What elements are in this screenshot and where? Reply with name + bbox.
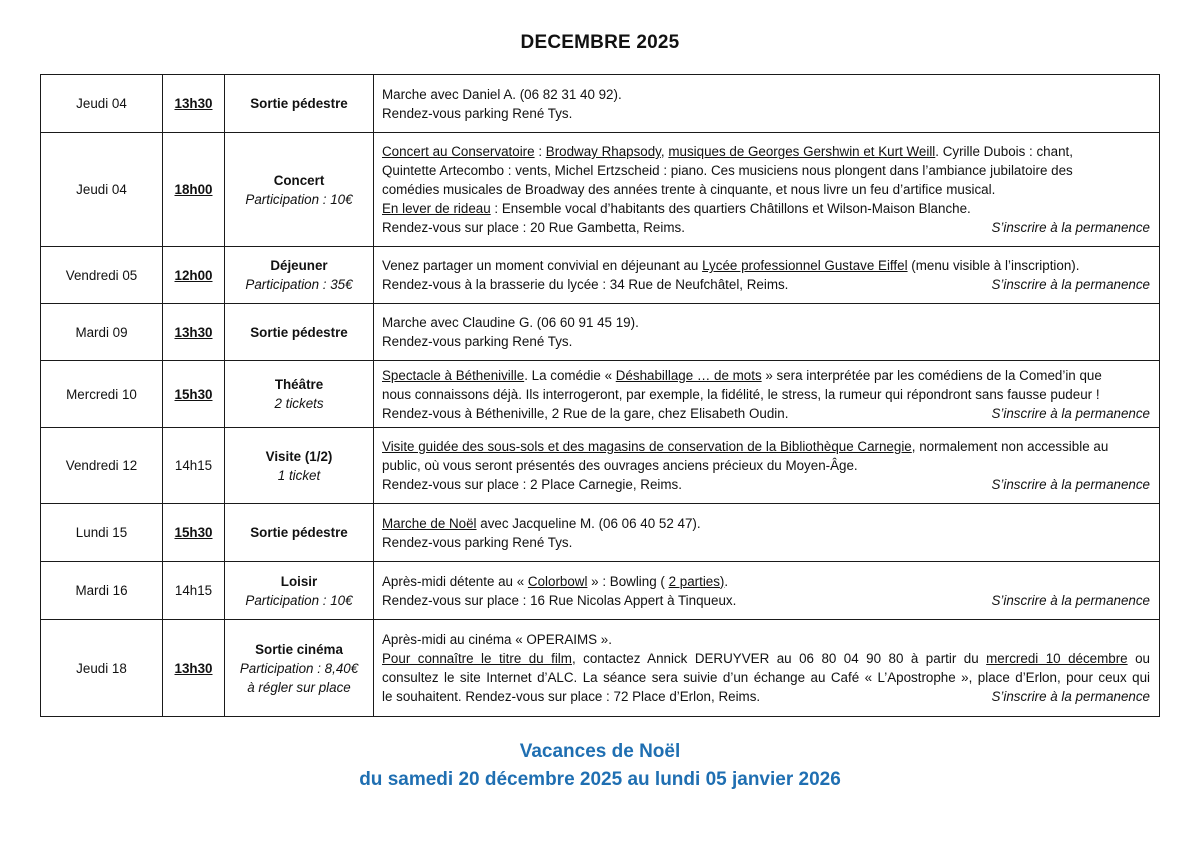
description-line <box>382 142 1150 161</box>
event-activity <box>225 361 374 428</box>
agenda-body <box>41 75 1160 717</box>
description-text <box>382 218 685 237</box>
description-text <box>382 574 728 589</box>
table-row <box>41 75 1160 133</box>
activity-participation: 1 ticket <box>277 467 321 483</box>
register-note: S’inscrire à la permanence <box>991 477 1150 492</box>
register-note: S’inscrire à la permanence <box>991 220 1150 235</box>
activity-title: Sortie cinéma <box>255 641 343 657</box>
description-text <box>382 163 1073 178</box>
description-line <box>382 256 1150 275</box>
event-description <box>374 304 1160 361</box>
table-row <box>41 361 1160 428</box>
activity-participation: Participation : 35€ <box>245 277 353 292</box>
underlined-text: Spectacle à Bétheniville <box>382 367 525 383</box>
description-text <box>382 368 1102 383</box>
table-row <box>41 304 1160 361</box>
text-segment: Rendez-vous à la brasserie du lycée : 34 Rue de Neufchâtel, Reims. <box>382 277 789 292</box>
event-time-text: 13h30 <box>174 660 213 676</box>
description-text <box>382 201 971 216</box>
description-line <box>382 85 1150 104</box>
text-segment: , normalement non accessible au <box>911 439 1109 454</box>
event-time-text: 13h30 <box>174 324 213 340</box>
text-segment: Rendez-vous parking René Tys. <box>382 534 573 550</box>
table-row <box>41 133 1160 247</box>
event-time-text: 14h15 <box>174 583 213 598</box>
event-time <box>163 361 225 428</box>
event-time-text: 14h15 <box>174 458 213 473</box>
text-segment: , contactez Annick DERUYVER au 06 80 04 90 80 à partir du <box>571 651 987 666</box>
register-note: S’inscrire à la permanence <box>991 277 1150 292</box>
description-text <box>382 439 1108 454</box>
description-line <box>382 104 1150 123</box>
event-day: Lundi 15 <box>41 504 163 562</box>
text-segment: Marche avec Daniel A. (06 82 31 40 92). <box>382 86 622 102</box>
text-segment: : Ensemble vocal d’habitants des quartiers Châtillons et Wilson-Maison Blanche. <box>490 201 971 216</box>
event-description <box>374 75 1160 133</box>
description-line <box>382 385 1150 404</box>
activity-title: Théâtre <box>274 377 324 392</box>
description-text <box>382 275 788 294</box>
event-time-text: 15h30 <box>174 525 213 540</box>
table-row <box>41 428 1160 504</box>
description-text <box>382 651 1150 666</box>
text-segment: : <box>534 144 546 159</box>
text-segment: avec Jacqueline M. (06 06 40 52 47). <box>476 515 701 531</box>
event-time <box>163 304 225 361</box>
text-segment: , <box>660 144 669 159</box>
event-description <box>374 361 1160 428</box>
holiday-dates: du samedi 20 décembre 2025 au lundi 05 janvier 2026 <box>359 769 841 790</box>
underlined-text: Concert au Conservatoire <box>382 144 535 159</box>
event-activity <box>225 75 374 133</box>
event-activity <box>225 620 374 717</box>
event-description <box>374 504 1160 562</box>
description-line <box>382 572 1150 591</box>
activity-title: Concert <box>273 172 325 188</box>
register-note: S’inscrire à la permanence <box>991 592 1150 608</box>
description-line <box>382 404 1150 423</box>
description-text <box>382 87 622 102</box>
underlined-text: musiques de Georges Gershwin et Kurt Weill <box>668 144 936 159</box>
text-segment: » : Bowling ( <box>587 573 669 589</box>
underlined-text: En lever de rideau <box>382 201 491 216</box>
activity-title: Loisir <box>280 573 318 589</box>
event-day: Mercredi 10 <box>41 361 163 428</box>
activity-participation: Participation : 10€ <box>245 191 353 207</box>
description-text <box>382 535 572 550</box>
text-segment: » sera interprétée par les comédiens de la Comed’in que <box>761 367 1102 383</box>
event-time <box>163 428 225 504</box>
event-time <box>163 75 225 133</box>
event-activity <box>225 304 374 361</box>
description-line <box>382 514 1150 533</box>
event-activity <box>225 133 374 247</box>
event-time <box>163 562 225 620</box>
text-segment: ou <box>1127 651 1150 666</box>
text-segment: Rendez-vous parking René Tys. <box>382 334 573 349</box>
event-day: Mardi 16 <box>41 562 163 620</box>
event-time-text: 18h00 <box>174 182 213 197</box>
description-text <box>382 182 995 197</box>
description-line <box>382 591 1150 610</box>
activity-participation: Participation : 8,40€ <box>239 660 359 676</box>
text-segment: Rendez-vous parking René Tys. <box>382 105 573 121</box>
agenda-table <box>40 74 1160 717</box>
underlined-text: Déshabillage … de mots <box>615 367 762 383</box>
description-line <box>382 456 1150 475</box>
event-day: Jeudi 04 <box>41 75 163 133</box>
table-row <box>41 562 1160 620</box>
description-text <box>382 334 572 349</box>
event-day: Mardi 09 <box>41 304 163 361</box>
description-line <box>382 180 1150 199</box>
activity-payment-note: à régler sur place <box>247 679 351 695</box>
event-time <box>163 247 225 304</box>
event-description <box>374 247 1160 304</box>
event-time <box>163 133 225 247</box>
underlined-text: Marche de Noël <box>382 515 477 531</box>
text-segment: (menu visible à l’inscription). <box>907 258 1080 273</box>
description-text <box>382 387 1100 402</box>
description-line <box>382 275 1150 294</box>
description-text <box>382 475 682 494</box>
table-row <box>41 620 1160 717</box>
text-segment: . La comédie « <box>524 367 616 383</box>
description-text <box>382 258 1079 273</box>
text-segment: Après-midi au cinéma « OPERAIMS ». <box>382 632 612 647</box>
text-segment: Rendez-vous sur place : 2 Place Carnegie, Reims. <box>382 477 682 492</box>
event-activity <box>225 428 374 504</box>
description-text <box>382 632 612 647</box>
event-activity <box>225 247 374 304</box>
event-day: Jeudi 04 <box>41 133 163 247</box>
table-row <box>41 247 1160 304</box>
underlined-text: mercredi 10 décembre <box>986 651 1128 666</box>
description-text <box>382 404 788 423</box>
description-line <box>382 475 1150 494</box>
description-text <box>382 670 1150 685</box>
table-row <box>41 504 1160 562</box>
description-line <box>382 668 1150 687</box>
event-time-text: 15h30 <box>174 386 213 402</box>
text-segment: Rendez-vous à Bétheniville, 2 Rue de la gare, chez Elisabeth Oudin. <box>382 405 789 421</box>
description-text <box>382 458 858 473</box>
description-line <box>382 533 1150 552</box>
underlined-text: Brodway Rhapsody <box>545 144 661 159</box>
text-segment: Rendez-vous sur place : 20 Rue Gambetta, Reims. <box>382 220 685 235</box>
event-day: Vendredi 05 <box>41 247 163 304</box>
event-time <box>163 504 225 562</box>
description-line <box>382 199 1150 218</box>
text-segment: . <box>724 573 729 589</box>
event-time <box>163 620 225 717</box>
event-time-text: 13h30 <box>174 96 213 111</box>
event-activity <box>225 504 374 562</box>
description-line <box>382 437 1150 456</box>
text-segment: public, où vous seront présentés des ouvrages anciens précieux du Moyen-Âge. <box>382 458 858 473</box>
description-text <box>382 315 639 330</box>
register-note: S’inscrire à la permanence <box>991 405 1150 421</box>
text-segment: nous connaissons déjà. Ils interrogeront, par exemple, la fidélité, le stress, la rumeur qui répondront sans fausse pudeur ! <box>382 386 1100 402</box>
description-line <box>382 332 1150 351</box>
activity-participation: 2 tickets <box>274 396 324 411</box>
event-description <box>374 133 1160 247</box>
text-segment: Après-midi détente au « <box>382 573 528 589</box>
activity-title: Sortie pédestre <box>250 525 348 540</box>
description-line <box>382 649 1150 668</box>
activity-title: Sortie pédestre <box>250 96 348 111</box>
underlined-text: Pour connaître le titre du film <box>382 651 572 666</box>
description-line <box>382 161 1150 180</box>
event-description <box>374 620 1160 717</box>
activity-title: Sortie pédestre <box>250 324 348 340</box>
activity-title: Visite (1/2) <box>265 448 333 464</box>
description-text <box>382 516 701 531</box>
description-text <box>382 144 1073 159</box>
text-segment: Marche avec Claudine G. (06 60 91 45 19). <box>382 315 639 330</box>
text-segment: Quintette Artecombo : vents, Michel Ertzscheid : piano. Ces musiciens nous plongent dans l’ambiance jubilatoire des <box>382 163 1073 178</box>
holiday-title: Vacances de Noël <box>519 741 681 762</box>
underlined-text: Lycée professionnel Gustave Eiffel <box>702 258 908 273</box>
event-day: Jeudi 18 <box>41 620 163 717</box>
description-text <box>382 591 736 610</box>
register-note: S’inscrire à la permanence <box>991 689 1150 704</box>
event-time-text: 12h00 <box>174 267 213 283</box>
text-segment: le souhaitent. Rendez-vous sur place : 72 Place d’Erlon, Reims. <box>382 689 761 704</box>
event-description <box>374 428 1160 504</box>
text-segment: . Cyrille Dubois : chant, <box>935 144 1073 159</box>
event-description <box>374 562 1160 620</box>
activity-participation: Participation : 10€ <box>245 592 353 608</box>
description-line <box>382 218 1150 237</box>
event-day: Vendredi 12 <box>41 428 163 504</box>
description-text <box>382 106 572 121</box>
text-segment: Rendez-vous sur place : 16 Rue Nicolas Appert à Tinqueux. <box>382 592 737 608</box>
event-activity <box>225 562 374 620</box>
text-segment: consultez le site Internet d’ALC. La séance sera suivie d’un échange au Café « L’Apostrophe », place d’Erlon, pour ceux qui <box>382 670 1150 685</box>
underlined-text: Visite guidée des sous-sols et des magasins de conservation de la Bibliothèque Carnegie <box>382 439 912 454</box>
underlined-text: Colorbowl <box>527 573 588 589</box>
description-line <box>382 313 1150 332</box>
page-title: DECEMBRE 2025 <box>520 32 680 53</box>
holiday-notice <box>0 738 1200 794</box>
description-line <box>382 630 1150 649</box>
description-line <box>382 366 1150 385</box>
text-segment: comédies musicales de Broadway des années trente à cinquante, et nous livre un feu d’artifice musical. <box>382 182 996 197</box>
description-text <box>382 687 760 706</box>
underlined-text: 2 parties) <box>668 573 725 589</box>
text-segment: Venez partager un moment convivial en déjeunant au <box>382 258 703 273</box>
activity-title: Déjeuner <box>270 258 328 273</box>
description-line <box>382 687 1150 706</box>
